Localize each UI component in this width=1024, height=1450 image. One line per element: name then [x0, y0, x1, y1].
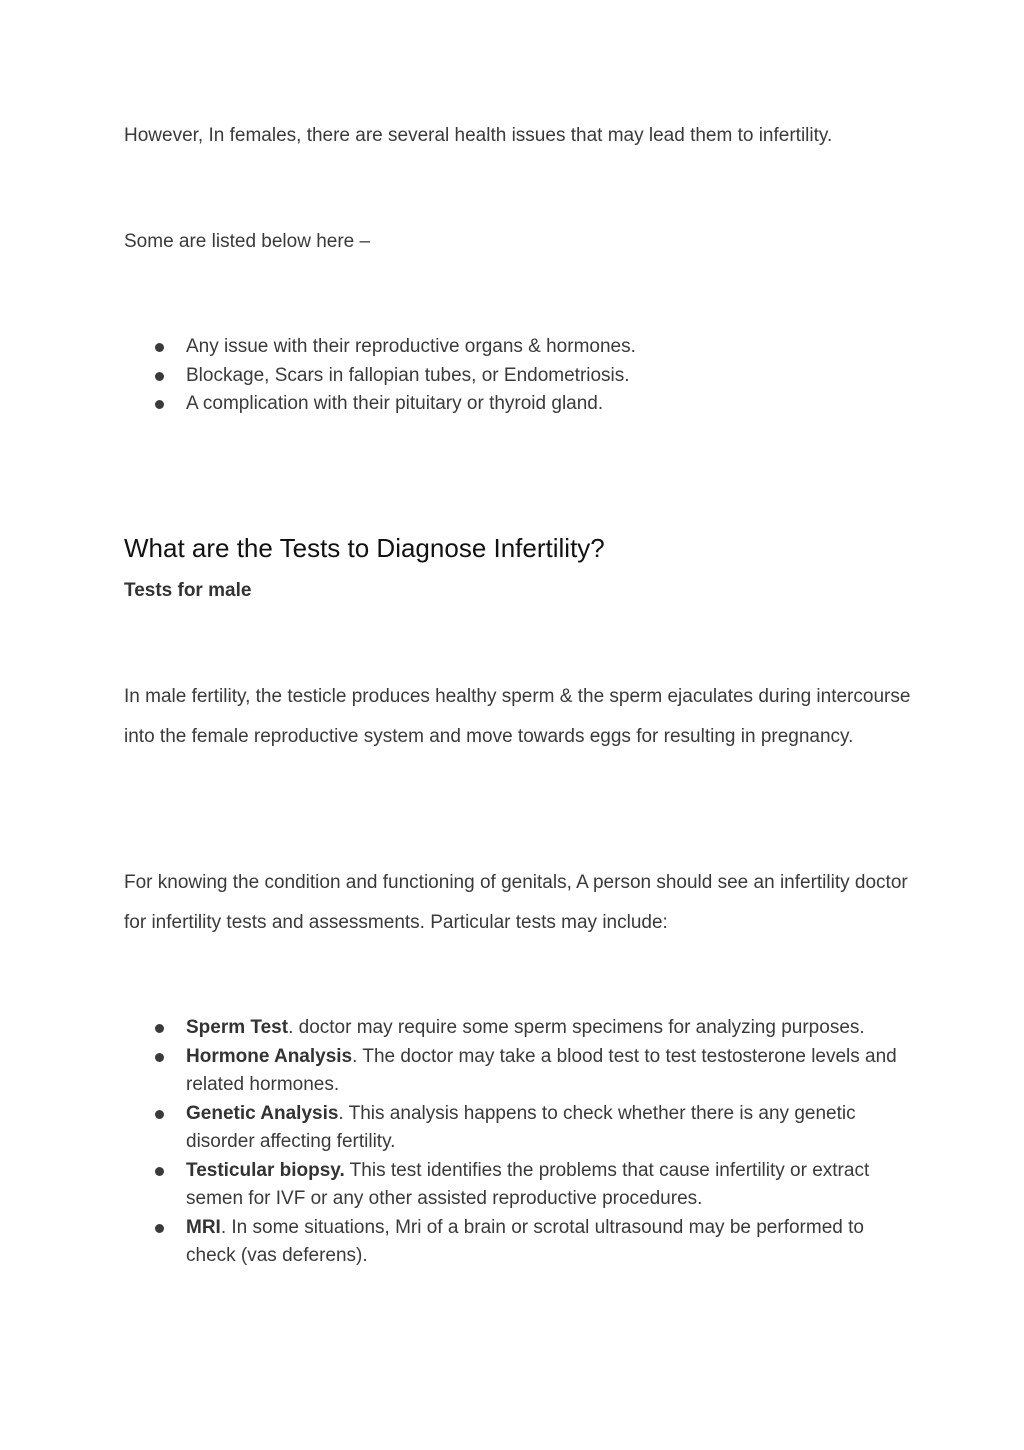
bullet-icon: [155, 400, 164, 409]
bullet-icon: [155, 1224, 164, 1233]
list-item: [124, 1157, 914, 1214]
list-item-text: Blockage, Scars in fallopian tubes, or Endometriosis.: [186, 364, 630, 386]
test-description: . In some situations, Mri of a brain or scrotal ultrasound may be performed to check (vas deferens).: [186, 1216, 864, 1266]
test-description: . The doctor may take a blood test to test testosterone levels and related hormones.: [186, 1045, 897, 1095]
list-item: [124, 1014, 914, 1043]
list-item: [124, 390, 914, 419]
tests-intro-paragraph: For knowing the condition and functioning of genitals, A person should see an infertility doctor for infertility tests and assessments. Particular tests may include:: [124, 872, 908, 933]
list-item: [124, 333, 914, 362]
intro-listed-paragraph: Some are listed below here –: [124, 231, 371, 252]
test-description: . This analysis happens to check whether there is any genetic disorder affecting fertility.: [186, 1102, 856, 1152]
list-item: [124, 1214, 914, 1271]
list-item: [124, 1100, 914, 1157]
section-heading: What are the Tests to Diagnose Infertility?: [124, 533, 605, 563]
bullet-icon: [155, 343, 164, 352]
bullet-icon: [155, 1167, 164, 1176]
male-fertility-paragraph: In male fertility, the testicle produces healthy sperm & the sperm ejaculates during intercourse into the female reproductive system and move towards eggs for resulting in pregnancy.: [124, 686, 911, 747]
bullet-icon: [155, 1053, 164, 1062]
list-item-text: A complication with their pituitary or thyroid gland.: [186, 393, 604, 414]
test-term: Genetic Analysis: [186, 1102, 339, 1124]
female-issues-list: [124, 333, 914, 419]
intro-females-paragraph: However, In females, there are several health issues that may lead them to infertility.: [124, 125, 833, 146]
bullet-icon: [155, 372, 164, 381]
section-subheading: Tests for male: [124, 580, 252, 601]
test-description: This test identifies the problems that cause infertility or extract semen for IVF or any other assisted reproductive procedures.: [186, 1159, 870, 1209]
test-term: Hormone Analysis: [186, 1045, 353, 1067]
list-item: [124, 362, 914, 391]
test-term: Sperm Test: [186, 1017, 289, 1038]
test-term: Testicular biopsy.: [186, 1159, 345, 1181]
list-item: [124, 1043, 914, 1100]
bullet-icon: [155, 1110, 164, 1119]
list-item-text: Any issue with their reproductive organs & hormones.: [186, 336, 636, 357]
bullet-icon: [155, 1024, 164, 1033]
test-term: MRI: [186, 1216, 221, 1238]
male-tests-list: [124, 1014, 914, 1271]
test-description: . doctor may require some sperm specimens for analyzing purposes.: [288, 1017, 865, 1038]
